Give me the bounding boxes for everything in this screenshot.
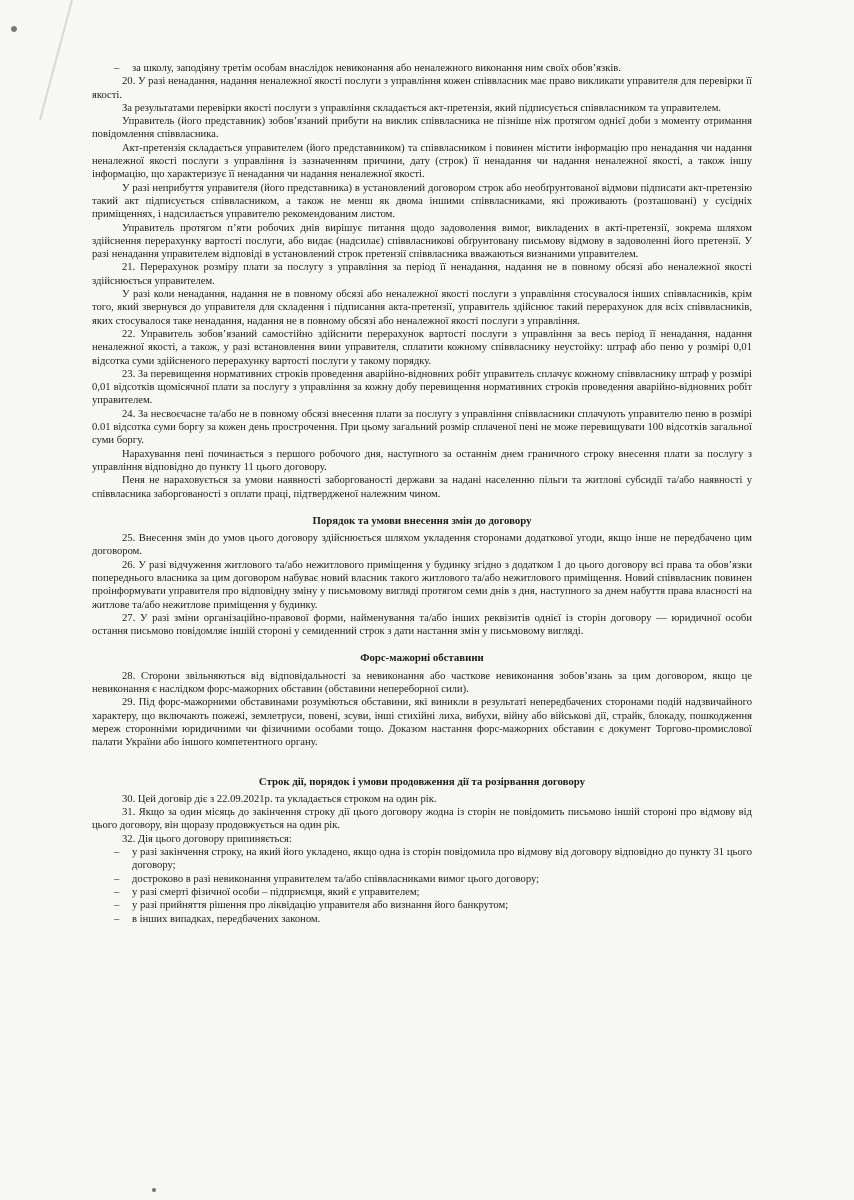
paragraph: 21. Перерахунок розміру плати за послугу з управління за період її ненадання, надання не в повному обсязі або неналежної якості здійснюється управителем. (92, 262, 752, 287)
list-item-text: за школу, заподіяну третім особам внаслідок невиконання або неналежного виконання ним своїх обов’язків. (132, 63, 621, 74)
list-item-text: у разі смерті фізичної особи – підприємця, який є управителем; (132, 886, 420, 898)
paragraph: 30. Цей договір діє з 22.09.2021р. та укладається строком на один рік. (122, 793, 437, 805)
paragraph: 20. У разі ненадання, надання неналежної якості послуги з управління кожен співвласник має право викликати управителя для перевірки її якості. (92, 76, 752, 101)
paragraph: За результатами перевірки якості послуги з управління складається акт-претензія, який підписується співвласником та управителем. (122, 102, 722, 114)
paragraph: 23. За перевищення нормативних строків проведення аварійно-відновних робіт управитель сплачує кожному співвласнику штраф у розмірі 0,01 відсотків щомісячної плати за послугу з управління за кожну добу перевищення нормативних строків проведення аварійно-відновних робіт управителем. (92, 368, 752, 407)
scan-dot (11, 26, 17, 32)
list-item (92, 913, 752, 926)
paragraph: 32. Дія цього договору припиняється: (122, 833, 292, 845)
list-item-text: у разі закінчення строку, на який його укладено, якщо одна із сторін повідомила про відмову від договору відповідно до пункту 31 цього договору; (132, 847, 752, 872)
list-dash: – (114, 913, 120, 925)
section-heading: Строк дії, порядок і умови продовження дії та розірвання договору (258, 775, 586, 788)
paragraph: Нарахування пені починається з першого робочого дня, наступного за останнім днем граничного строку внесення плати за послугу з управління відповідно до пункту 11 цього договору. (92, 448, 752, 473)
paragraph: 26. У разі відчуження житлового та/або нежитлового приміщення у будинку згідно з додатком 1 до цього договору всі права та обов’язки попереднього власника за цим договором набуває новий власник такого житлового та/або нежитлового приміщення. Новий співвласник повинен проінформувати управителя про відповідну зміну у письмовому вигляді протягом семи днів з дня, наступного за днем набуття права власності на житлове та/або нежитлове приміщення у будинку. (92, 559, 752, 611)
list-item (92, 886, 752, 899)
list-dash: – (114, 847, 120, 859)
list-dash: – (114, 63, 120, 74)
list-item-text: в інших випадках, передбачених законом. (132, 913, 321, 925)
paragraph: 24. За несвоєчасне та/або не в повному обсязі внесення плати за послугу з управління співвласники сплачують управителю пеню в розмірі 0.01 відсотка суми боргу за кожен день прострочення. При цьому загальний розмір сплаченої пені не може перевищувати 100 відсотків загальної суми боргу. (92, 408, 752, 447)
scan-edge-shadow (0, 0, 90, 120)
paragraph: 27. У разі зміни організаційно-правової форми, найменування та/або інших реквізитів однієї із сторін договору — юридичної особи остання письмово повідомляє іншій стороні у семиденний строк з дати настання змін у письмовому вигляді. (92, 612, 752, 638)
paragraph: Управитель (його представник) зобов’язаний прибути на виклик співвласника не пізніше ніж протягом однієї доби з моменту отримання повідомлення співвласника. (92, 116, 752, 141)
list-item (92, 899, 752, 912)
paragraph: 29. Під форс-мажорними обставинами розуміються обставини, які виникли в результаті непередбачених сторонами подій надзвичайного характеру, що включають пожежі, землетруси, повені, зсуви, інші стихійні лиха, вибухи, війну або військові дії, страйк, блокаду, пошкодження мереж сторонніми юридичними чи фізичними особами тощо. Доказом настання форс-мажорних обставин є документ Торгово-промислової палати України або іншого компетентного органу. (92, 697, 752, 749)
list-item (92, 846, 752, 873)
scan-dot (152, 1188, 156, 1192)
paragraph: Акт-претензія складається управителем (його представником) та співвласником і повинен містити інформацію про ненадання чи надання неналежної якості послуги з управління із зазначенням причини, дату (строк) її ненадання чи надання неналежної якості, а також іншу інформацію, що характеризує її ненадання чи надання неналежної якості. (92, 142, 752, 181)
document-body (92, 62, 752, 926)
paragraph: 25. Внесення змін до умов цього договору здійснюється шляхом укладення сторонами додаткової угоди, якщо інше не передбачено цим договором. (92, 533, 752, 558)
list-dash: – (114, 886, 120, 898)
list-item (92, 62, 752, 75)
list-dash: – (114, 900, 120, 912)
paragraph: Управитель протягом п’яти робочих днів вирішує питання щодо задоволення вимог, викладених в акті-претензії, зокрема шляхом здійснення перерахунку вартості послуги, або видає (надсилає) співвласникові обґрунтовану письмову відмову в задоволенні його претензії. У разі ненадання управителем відповіді в установлений строк претензії співвласника вважаються визнаними управителем. (92, 222, 752, 261)
section-gap (92, 750, 752, 762)
section-heading: Порядок та умови внесення змін до договору (312, 514, 532, 527)
paragraph: 22. Управитель зобов’язаний самостійно здійснити перерахунок вартості послуги з управління за весь період її ненадання, надання неналежної якості, а також, у разі встановлення вини управителя, сплатити кожному співвласнику неустойку: штраф або пеню у розмірі 0,01 відсотка суми здійсненого перерахунку вартості послуги у такому порядку. (92, 328, 752, 367)
paragraph: У разі коли ненадання, надання не в повному обсязі або неналежної якості послуги з управління стосувалося інших співвласників, крім того, який звернувся до управителя для складення і підписання акта-претензії, управитель здійснює такий перерахунок для всіх співвласників, яких стосувалося таке ненадання, надання не в повному обсязі або неналежної якості послуги з управління. (92, 289, 752, 327)
paragraph: 31. Якщо за один місяць до закінчення строку дії цього договору жодна із сторін не повідомить письмово іншій стороні про відмову від цього договору, він щоразу продовжується на один рік. (92, 807, 752, 832)
paragraph: Пеня не нараховується за умови наявності заборгованості держави за надані населенню пільги та житлові субсидії та/або наявності у співвласника заборгованості з оплати праці, підтвердженої належним чином. (92, 475, 752, 500)
list-item-text: у разі прийняття рішення про ліквідацію управителя або визнання його банкрутом; (132, 900, 509, 912)
paragraph: 28. Сторони звільняються від відповідальності за невиконання або часткове невиконання зобов’язань за цим договором, якщо це невиконання є наслідком форс-мажорних обставин (обставини непереборної сили). (92, 670, 752, 696)
section-heading: Форс-мажорні обставини (360, 652, 484, 665)
list-dash: – (114, 873, 120, 885)
list-item-text: достроково в разі невиконання управителем та/або співвласниками вимог цього договору; (132, 873, 540, 885)
paragraph: У разі неприбуття управителя (його представника) в установлений договором строк або необґрунтованої відмови підписати акт-претензію такий акт підписується співвласником, а також не менш як двома іншими співвласниками, які проживають (розташовані) у сусідніх приміщеннях, і надсилається управителю рекомендованим листом. (92, 182, 752, 221)
list-item (92, 873, 752, 886)
